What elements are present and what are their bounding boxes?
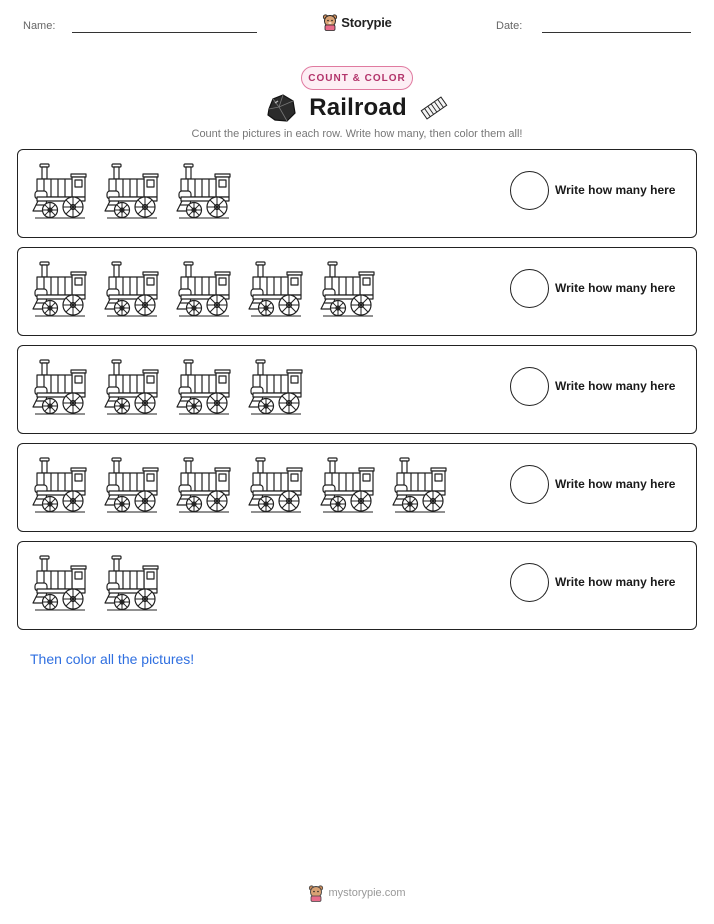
train-icon[interactable] <box>103 456 159 514</box>
train-icon[interactable] <box>319 456 375 514</box>
train-icon[interactable] <box>175 456 231 514</box>
answer-label: Write how many here <box>555 281 676 295</box>
answer-label: Write how many here <box>555 183 676 197</box>
answer-circle[interactable] <box>510 563 549 602</box>
train-icon[interactable] <box>247 456 303 514</box>
rail-track-icon <box>419 94 449 122</box>
bear-logo-icon <box>322 13 338 31</box>
page-title: Railroad <box>309 94 407 121</box>
instructions: Count the pictures in each row. Write how many, then color them all! <box>191 128 523 140</box>
train-icon[interactable] <box>391 456 447 514</box>
train-icon[interactable] <box>319 260 375 318</box>
train-icon[interactable] <box>103 162 159 220</box>
picture-group <box>31 356 303 418</box>
answer-circle[interactable] <box>510 269 549 308</box>
date-label: Date: <box>496 20 523 32</box>
train-icon[interactable] <box>103 554 159 612</box>
train-icon[interactable] <box>31 260 87 318</box>
train-icon[interactable] <box>175 260 231 318</box>
coal-lump-icon <box>265 93 297 123</box>
count-row-3 <box>17 345 697 434</box>
bear-logo-icon <box>308 884 324 902</box>
train-icon[interactable] <box>31 162 87 220</box>
name-label: Name: <box>23 20 56 32</box>
answer-label: Write how many here <box>555 477 676 491</box>
name-line[interactable] <box>72 32 257 33</box>
picture-group <box>31 552 159 614</box>
title-row <box>0 92 714 124</box>
brand <box>0 13 714 31</box>
answer-label: Write how many here <box>555 379 676 393</box>
train-icon[interactable] <box>31 358 87 416</box>
train-icon[interactable] <box>31 554 87 612</box>
category-badge: COUNT & COLOR <box>301 66 413 90</box>
answer-circle[interactable] <box>510 171 549 210</box>
train-icon[interactable] <box>31 456 87 514</box>
train-icon[interactable] <box>103 260 159 318</box>
date-line[interactable] <box>542 32 691 33</box>
count-row-5 <box>17 541 697 630</box>
train-icon[interactable] <box>175 358 231 416</box>
answer-circle[interactable] <box>510 465 549 504</box>
picture-group <box>31 160 231 222</box>
answer-label: Write how many here <box>555 575 676 589</box>
count-row-2 <box>17 247 697 336</box>
picture-group <box>31 258 375 320</box>
train-icon[interactable] <box>103 358 159 416</box>
train-icon[interactable] <box>247 260 303 318</box>
train-icon[interactable] <box>175 162 231 220</box>
train-icon[interactable] <box>247 358 303 416</box>
brand-name: Storypie <box>341 14 392 30</box>
picture-group <box>31 454 447 516</box>
footer <box>0 884 714 902</box>
color-note: Then color all the pictures! <box>30 651 195 667</box>
count-row-1 <box>17 149 697 238</box>
count-row-4 <box>17 443 697 532</box>
answer-circle[interactable] <box>510 367 549 406</box>
footer-url: mystorypie.com <box>328 887 406 899</box>
